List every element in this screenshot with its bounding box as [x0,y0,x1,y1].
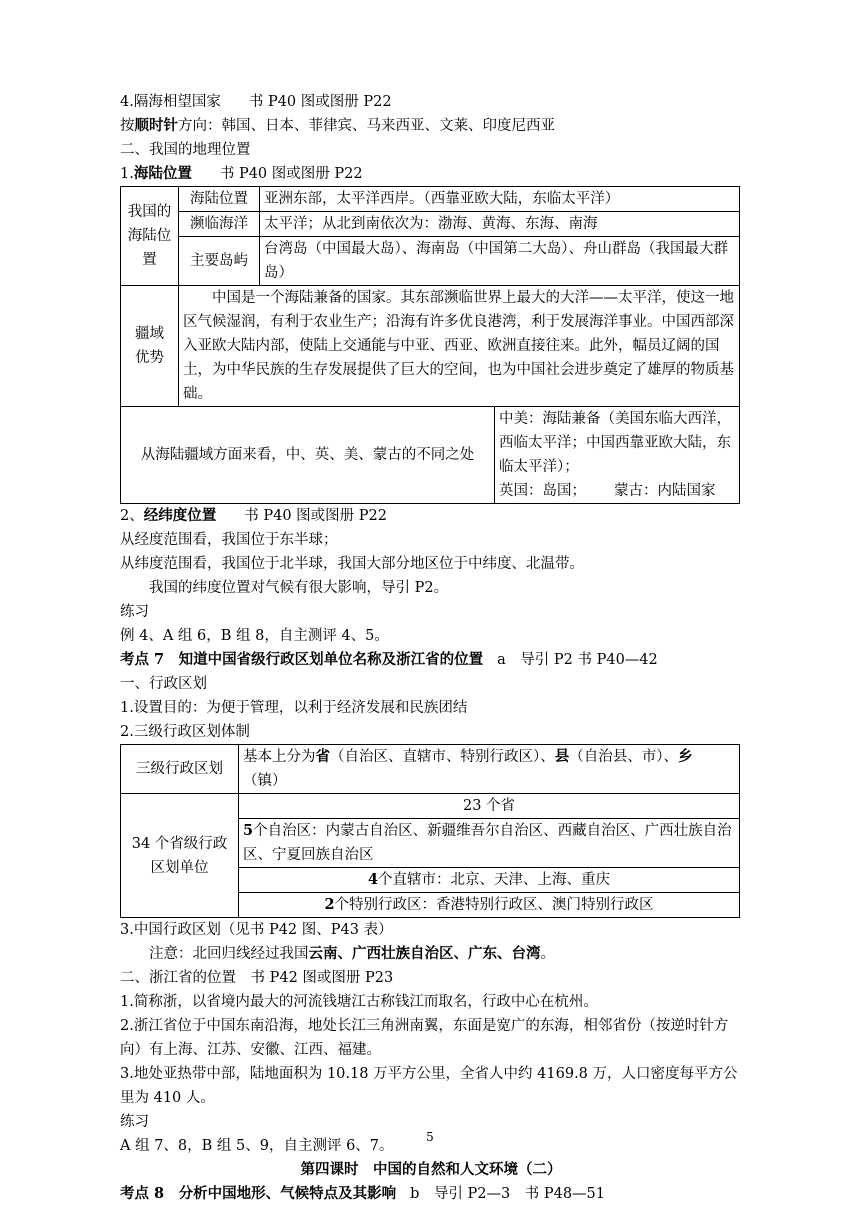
table-row [121,407,740,504]
sea-land-position-table [120,186,740,504]
table-row [121,187,740,212]
section-heading: 二、我国的地理位置 [120,142,251,158]
text-line [120,162,742,186]
bold-text: 海陆位置 [133,165,192,182]
text: 个特别行政区：香港特别行政区、澳门特别行政区 [334,897,654,913]
table-cell: 我国的海陆位置 [121,187,179,286]
text-line: 练习 [120,604,149,620]
bold-text: 云南、广西壮族自治区、广东、台湾 [308,945,541,962]
text-line: 3.中国行政区划（见书 P42 图、P43 表） [120,922,393,938]
table-cell: 从海陆疆域方面来看，中、英、美、蒙古的不同之处 [121,407,495,504]
lesson-heading: 第四课时 中国的自然和人文环境（二） [300,1161,562,1178]
text-line: 1.简称浙，以省境内最大的河流钱塘江古称钱江而取名，行政中心在杭州。 [120,994,598,1010]
text: 中美：海陆兼备（美国东临大西洋，西临太平洋；中国西靠亚欧大陆，东临太平洋）； [499,411,731,475]
table-cell: 23 个省 [239,794,740,819]
table-cell: 三级行政区划 [121,745,239,794]
text-paragraph: 2.浙江省位于中国东南沿海，地处长江三角洲南翼，东面是宽广的东海，相邻省份（按逆时针方向）有上海、江苏、安徽、江西、福建。 [120,1018,729,1058]
text: a 导引 P2 书 P40—42 [497,652,658,668]
table-row [121,794,740,819]
text: （自治区、直辖市、特别行政区）、 [330,749,555,765]
text-line [120,1182,742,1206]
page-number: 5 [426,1130,434,1144]
document-page [120,90,742,1206]
bold-text: 2 [324,896,335,913]
text: 2、 [120,508,144,524]
text-line: A 组 7、8，B 组 5、9，自主测评 6、7。 [120,1138,394,1154]
text-line: 从纬度范围看，我国位于北半球，我国大部分地区位于中纬度、北温带。 [120,556,584,572]
text: 方向：韩国、日本、菲律宾、马来西亚、文莱、印度尼西亚 [178,118,555,134]
text: 。 [540,946,555,962]
bold-text: 顺时针 [134,117,178,134]
bold-text: 省 [315,748,330,765]
bold-text: 5 [243,822,254,839]
text: 基本上分为 [243,749,316,765]
admin-division-table [120,744,740,918]
text: （镇） [243,773,287,789]
text-line: 2.三级行政区划体制 [120,724,250,740]
text-line [120,504,742,528]
text-paragraph: 3.地处亚热带中部，陆地面积为 10.18 万平方公里，全省人中约 4169.8 万，人口密度每平方公里为 410 人。 [120,1066,738,1106]
text: b 导引 P2—3 书 P48—51 [410,1186,606,1202]
text: 英国：岛国； [499,483,586,499]
table-cell: 中国是一个海陆兼备的国家。其东部濒临世界上最大的大洋——太平洋，使这一地区气候湿润，有利于农业生产；沿海有许多优良港湾，利于发展海洋事业。中国西部深入亚欧大陆内部，使陆上交通能与中亚、西亚、欧洲直接往来。此外，幅员辽阔的国土，为中华民族的生存发展提供了巨大的空间，也为中国社会进步奠定了雄厚的物质基础。 [179,286,740,407]
text-line [499,479,735,503]
table-row [121,237,740,286]
table-row [121,745,740,794]
bold-text: 县 [554,748,570,765]
text: 个直辖市：北京、天津、上海、重庆 [378,872,611,888]
table-cell [239,893,740,918]
text: 书 P40 图或图册 P22 [248,94,392,110]
table-cell: 34 个省级行政区划单位 [121,794,239,918]
text-line: 1.设置目的：为便于管理，以利于经济发展和民族团结 [120,700,468,716]
text-line: 我国的纬度位置对气候有很大影响，导引 P2。 [149,580,449,596]
table-cell: 太平洋；从北到南依次为：渤海、黄海、东海、南海 [260,212,740,237]
text: 注意：北回归线经过我国 [149,946,309,962]
bold-text: 4 [367,871,379,888]
text-line [120,648,742,672]
bold-text: 乡 [678,748,693,765]
text-line: 例 4、A 组 6，B 组 8，自主测评 4、5。 [120,628,389,644]
text-line [120,942,742,966]
table-cell: 亚洲东部，太平洋西岸。（西靠亚欧大陆，东临太平洋） [260,187,740,212]
text: 1. [120,166,134,182]
table-cell [239,868,740,893]
table-cell [239,745,740,794]
text: 个自治区：内蒙古自治区、新疆维吾尔自治区、西藏自治区、广西壮族自治区、宁夏回族自治区 [243,823,732,863]
bold-text: 经纬度位置 [143,507,217,524]
table-cell: 主要岛屿 [179,237,260,286]
text: （自治县、市）、 [569,749,678,765]
bold-text: 考点 8 分析中国地形、气候特点及其影响 [120,1185,397,1202]
table-cell [495,407,740,504]
bold-text: 考点 7 知道中国省级行政区划单位名称及浙江省的位置 [120,651,484,668]
text: 按 [120,118,135,134]
text-line: 练习 [120,1114,149,1130]
text: 蒙古：内陆国家 [614,483,716,499]
text-line [120,114,742,138]
text-line: 一、行政区划 [120,676,207,692]
text: 4.隔海相望国家 [120,94,221,110]
text: 书 P40 图或图册 P22 [219,166,363,182]
section-heading: 二、浙江省的位置 书 P42 图或图册 P23 [120,970,394,986]
table-cell: 台湾岛（中国最大岛）、海南岛（中国第二大岛）、舟山群岛（我国最大群岛） [260,237,740,286]
table-cell [239,819,740,868]
text-line [120,90,742,114]
table-cell: 濒临海洋 [179,212,260,237]
text: 书 P40 图或图册 P22 [244,508,387,524]
text-line: 从经度范围看，我国位于东半球； [120,532,338,548]
table-row [121,286,740,407]
table-row [121,212,740,237]
table-cell: 疆域优势 [121,286,179,407]
table-cell: 海陆位置 [179,187,260,212]
